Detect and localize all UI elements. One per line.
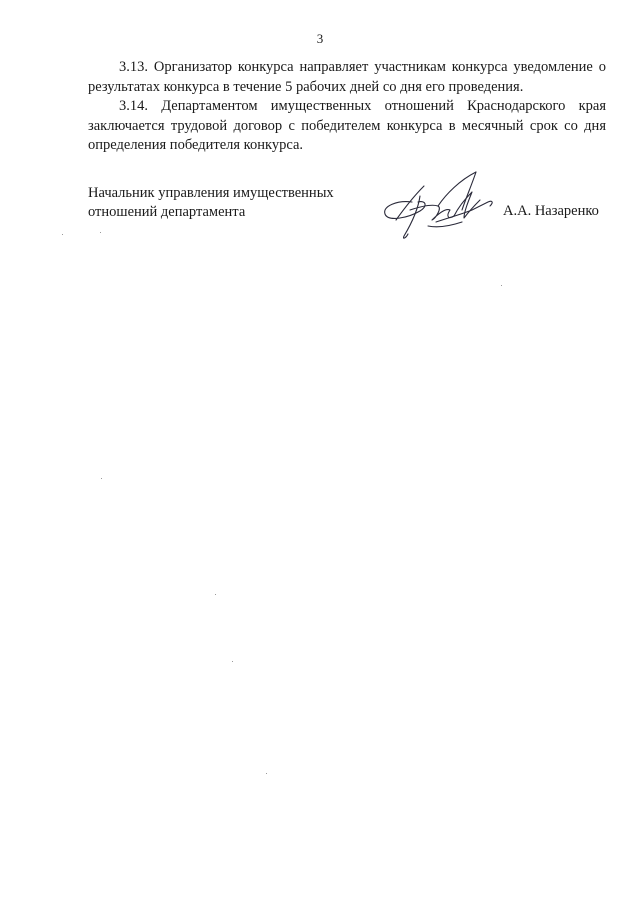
paragraph-3-13: 3.13. Организатор конкурса направляет участникам конкурса уведомление о результатах конкурса в течение 5 рабочих дней со дня его проведения. [88, 59, 606, 95]
scan-speck [232, 661, 233, 662]
scan-speck [62, 234, 63, 235]
scan-speck [215, 594, 216, 595]
handwritten-signature [376, 166, 502, 244]
scan-speck [266, 773, 267, 774]
scan-speck [101, 478, 102, 479]
paragraph-3-14: 3.14. Департаментом имущественных отношений Краснодарского края заключается трудовой договор с победителем конкурса в месячный срок со дня определения победителя конкурса. [88, 98, 606, 153]
signer-position-line-2: отношений департамента [88, 204, 246, 220]
scan-speck [501, 285, 502, 286]
scan-speck [100, 232, 101, 233]
page-number: 3 [316, 31, 324, 46]
signer-position [88, 184, 388, 222]
signer-position-line-1: Начальник управления имущественных [88, 185, 334, 201]
signer-name: А.А. Назаренко [503, 203, 599, 219]
